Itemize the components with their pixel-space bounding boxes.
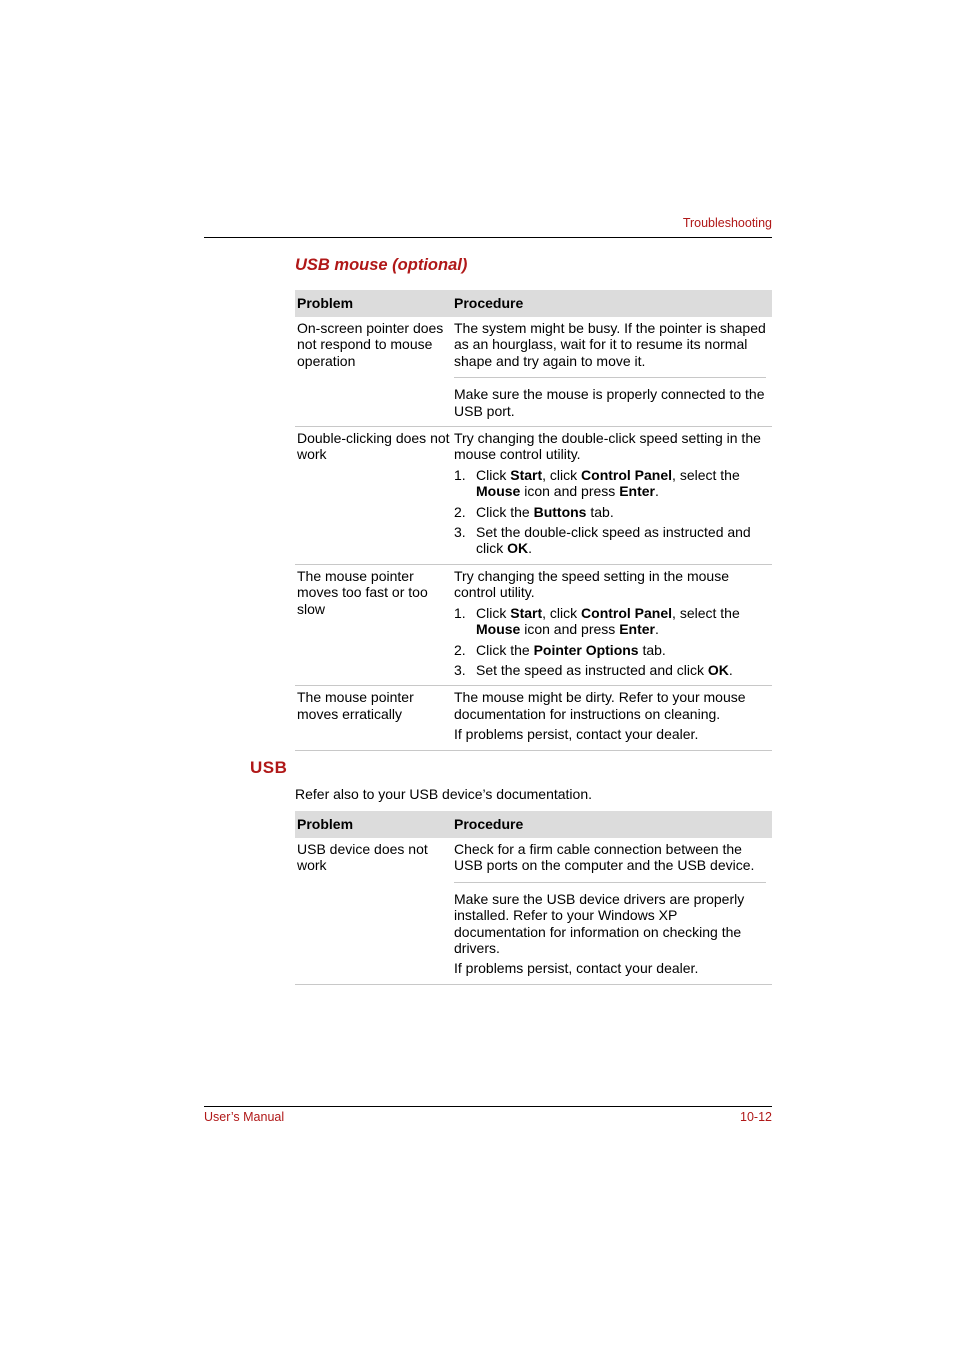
procedure-cell [454, 427, 766, 564]
procedure-cell [454, 882, 766, 984]
procedure-cell [454, 377, 766, 426]
problem-cell: Double-clicking does not work [297, 430, 450, 463]
problem-cell: The mouse pointer moves too fast or too slow [297, 567, 428, 617]
list-item: 2. Click the Buttons tab. [454, 503, 614, 520]
table-header [295, 290, 772, 317]
procedure-text: Check for a firm cable connection between the USB ports on the computer and the USB device. [454, 841, 755, 874]
table-row [295, 317, 772, 427]
usb-intro: Refer also to your USB device’s documentation. [295, 786, 593, 802]
list-item: 3. Set the double-click speed as instructed and click OK. [454, 524, 751, 557]
table-row [295, 427, 772, 565]
procedure-cell [454, 686, 766, 749]
list-item: 3. Set the speed as instructed and click OK. [454, 661, 733, 678]
step-number: 2. [454, 641, 466, 658]
procedure-text: Make sure the mouse is properly connected to the USB port. [454, 386, 765, 419]
step-number: 1. [454, 466, 466, 483]
procedure-text: The system might be busy. If the pointer is shaped as an hourglass, wait for it to resume its normal shape and try again to move it. [454, 320, 766, 369]
usb-mouse-table [295, 290, 772, 751]
procedure-cell [454, 838, 766, 882]
running-header: Troubleshooting [682, 216, 772, 230]
procedure-cell [454, 565, 766, 685]
problem-cell: On-screen pointer does not respond to mouse operation [297, 320, 444, 369]
list-item: 1. Click Start, click Control Panel, select the Mouse icon and press Enter. [454, 604, 740, 638]
table-row [295, 565, 772, 686]
step-number: 2. [454, 503, 466, 520]
step-number: 1. [454, 604, 466, 621]
col-procedure: Procedure [454, 816, 524, 833]
problem-cell: USB device does not work [297, 841, 428, 874]
footer-rule [204, 1106, 772, 1107]
procedure-cell [454, 317, 766, 377]
procedure-intro: Try changing the double-click speed setting in the mouse control utility. [454, 430, 761, 463]
header-rule [204, 237, 772, 238]
footer-manual-title: User’s Manual [204, 1110, 285, 1124]
step-number: 3. [454, 661, 466, 678]
procedure-text: If problems persist, contact your dealer. [454, 960, 699, 977]
section-title-usb-mouse: USB mouse (optional) [295, 256, 468, 274]
procedure-text: Make sure the USB device drivers are properly installed. Refer to your Windows XP documentation for information on checking the drivers. [454, 890, 745, 957]
procedure-text: The mouse might be dirty. Refer to your mouse documentation for instructions on cleaning. [454, 689, 746, 722]
table-row [295, 686, 772, 750]
procedure-text: If problems persist, contact your dealer. [454, 726, 699, 743]
list-item: 1. Click Start, click Control Panel, select the Mouse icon and press Enter. [454, 466, 740, 500]
section-title-usb: USB [250, 758, 288, 777]
col-problem: Problem [297, 295, 354, 312]
list-item: 2. Click the Pointer Options tab. [454, 641, 666, 658]
col-procedure: Procedure [454, 295, 524, 312]
table-row [295, 838, 772, 985]
page-number: 10-12 [740, 1110, 772, 1124]
problem-cell: The mouse pointer moves erratically [297, 689, 414, 722]
col-problem: Problem [297, 816, 354, 833]
usb-table [295, 811, 772, 985]
procedure-intro: Try changing the speed setting in the mouse control utility. [454, 567, 729, 601]
step-number: 3. [454, 524, 466, 541]
table-header [295, 811, 772, 838]
